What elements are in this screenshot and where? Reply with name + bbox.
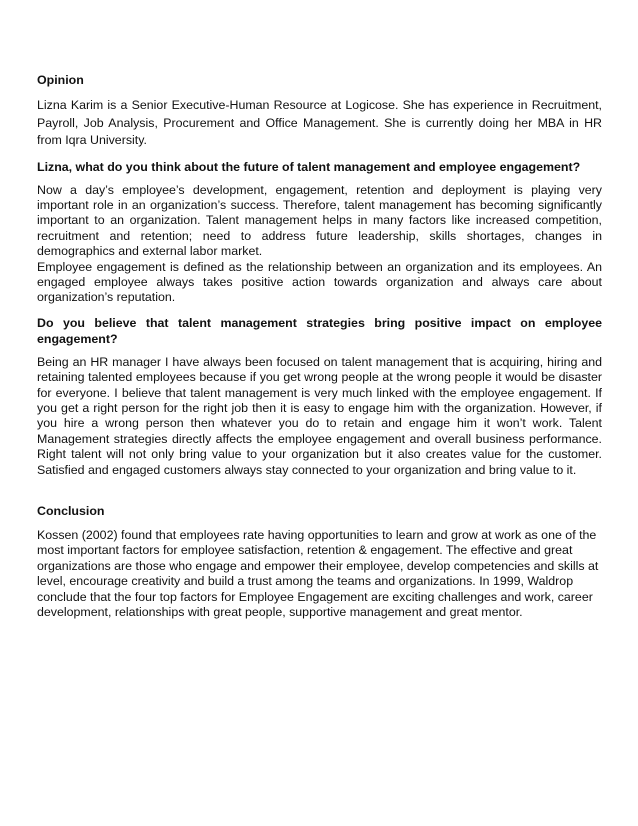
answer-1-paragraph-2: Employee engagement is defined as the relationship between an organization and its employees. An engaged employee always takes positive action towards organization and always care about organization’s reputation. — [37, 259, 602, 305]
opinion-heading: Opinion — [37, 73, 84, 87]
answer-1-paragraph-1: Now a day’s employee’s development, engagement, retention and deployment is playing very important role in an organization’s success. Therefore, talent management has becoming significantly important to an organization. Talent management helps in many factors like increased competition, recruitment and retention; need to address future leadership, skills shortages, changes in demographics and external labor market. — [37, 182, 602, 259]
section-spacer — [37, 487, 602, 503]
question-2: Do you believe that talent management strategies bring positive impact on employee engagement? — [37, 315, 602, 346]
conclusion-paragraph: Kossen (2002) found that employees rate having opportunities to learn and grow at work as one of the most important factors for employee satisfaction, retention & engagement. The effective and great organizations are those who engage and empower their employee, develop competencies and skills at level, encourage creativity and build a trust among the teams and organizations. In 1999, Waldrop conclude that the four top factors for Employee Engagement are exciting challenges and work, career development, relationships with great people, supportive management and great mentor. — [37, 528, 599, 620]
intro-paragraph: Lizna Karim is a Senior Executive-Human Resource at Logicose. She has experience in Recruitment, Payroll, Job Analysis, Procurement and Office Management. She is currently doing her MBA in HR from Iqra University. — [37, 98, 602, 147]
conclusion-heading: Conclusion — [37, 504, 105, 518]
question-1: Lizna, what do you think about the future of talent management and employee engagement? — [37, 159, 581, 174]
answer-2-paragraph-1: Being an HR manager I have always been focused on talent management that is acquiring, hiring and retaining talented employees because if you get wrong people at the wrong people it would be disaster for everyone. I believe that talent management is very much linked with the employee engagement. If you get a right person for the right job then it is easy to engage him with the organization. However, if you hire a wrong person then whatever you do to retain and engage him it won’t work. Talent Management strategies directly affects the employee engagement and overall business performance. Right talent will not only bring value to your organization but it also creates value for the customer. Satisfied and engaged customers always stay connected to your organization and bring value to it. — [37, 354, 602, 477]
